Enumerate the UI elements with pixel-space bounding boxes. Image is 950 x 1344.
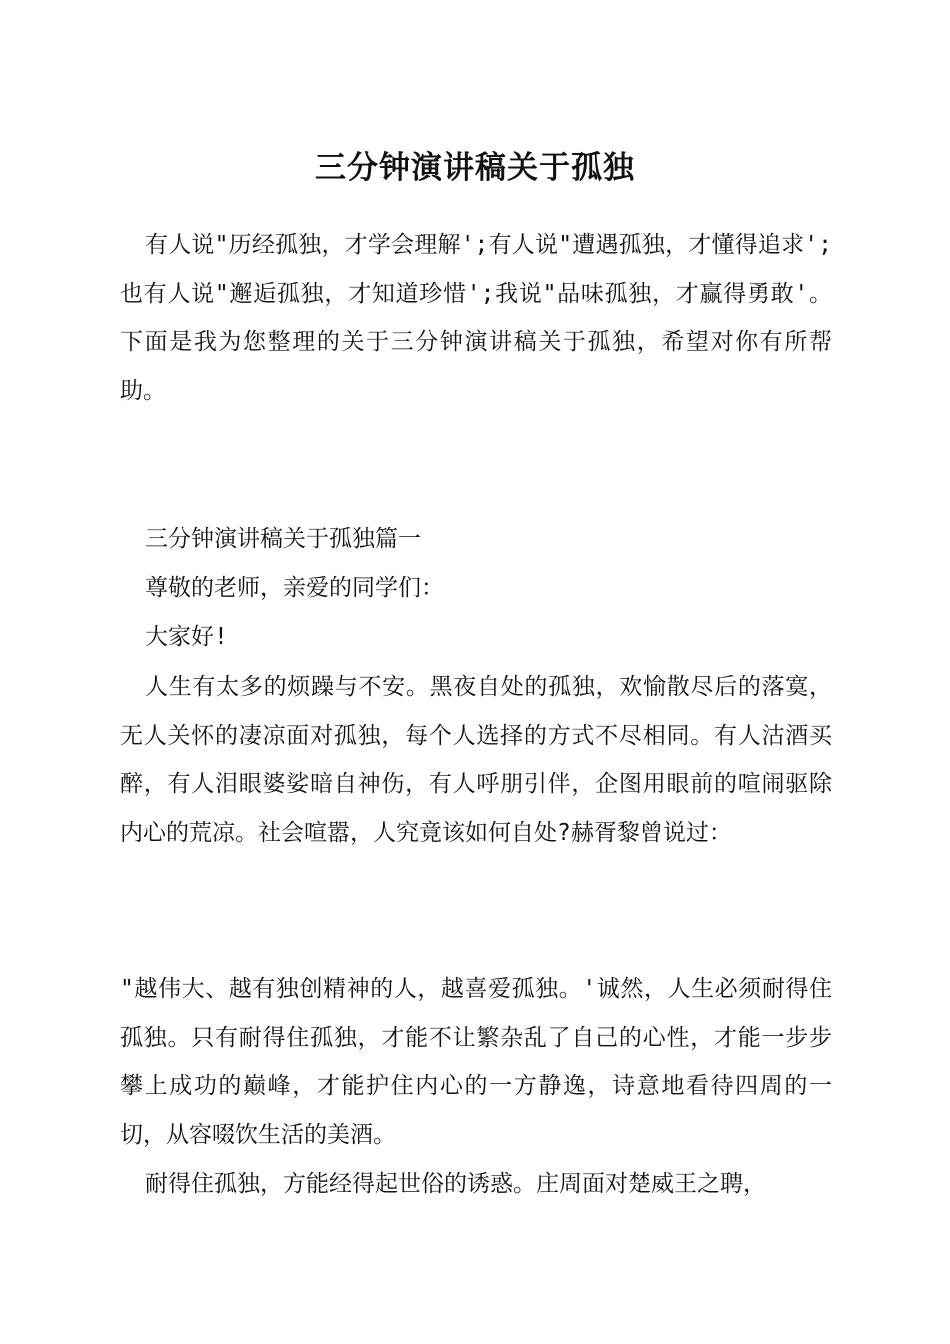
body-paragraph: 人生有太多的烦躁与不安。黑夜自处的孤独，欢愉散尽后的落寞，无人关怀的凄凉面对孤独，每个人选择的方式不尽相同。有人沽酒买醉，有人泪眼婆娑暗自神伤，有人呼朋引伴，企图用眼前的喧闹驱除内心的荒凉。社会喧嚣，人究竟该如何自处?赫胥黎曾说过： [120, 674, 832, 846]
intro-paragraph: 有人说"历经孤独，才学会理解';有人说"遭遇孤独，才懂得追求';也有人说"邂逅孤独，才知道珍惜';我说"品味孤独，才赢得勇敢'。下面是我为您整理的关于三分钟演讲稿关于孤独，希望对你有所帮助。 [120, 232, 832, 404]
body-paragraph: "越伟大、越有独创精神的人，越喜爱孤独。'诚然，人生必须耐得住孤独。只有耐得住孤独，才能不让繁杂乱了自己的心性，才能一步步攀上成功的巅峰，才能护住内心的一方静逸，诗意地看待四周的一切，从容啜饮生活的美酒。 [120, 976, 832, 1148]
body-paragraph: 耐得住孤独，方能经得起世俗的诱惑。庄周面对楚威王之聘， [145, 1171, 766, 1197]
greeting: 大家好! [145, 624, 228, 650]
document-title: 三分钟演讲稿关于孤独 [315, 150, 635, 186]
salutation: 尊敬的老师，亲爱的同学们： [145, 575, 444, 601]
section-heading: 三分钟演讲稿关于孤独篇一 [145, 526, 421, 552]
